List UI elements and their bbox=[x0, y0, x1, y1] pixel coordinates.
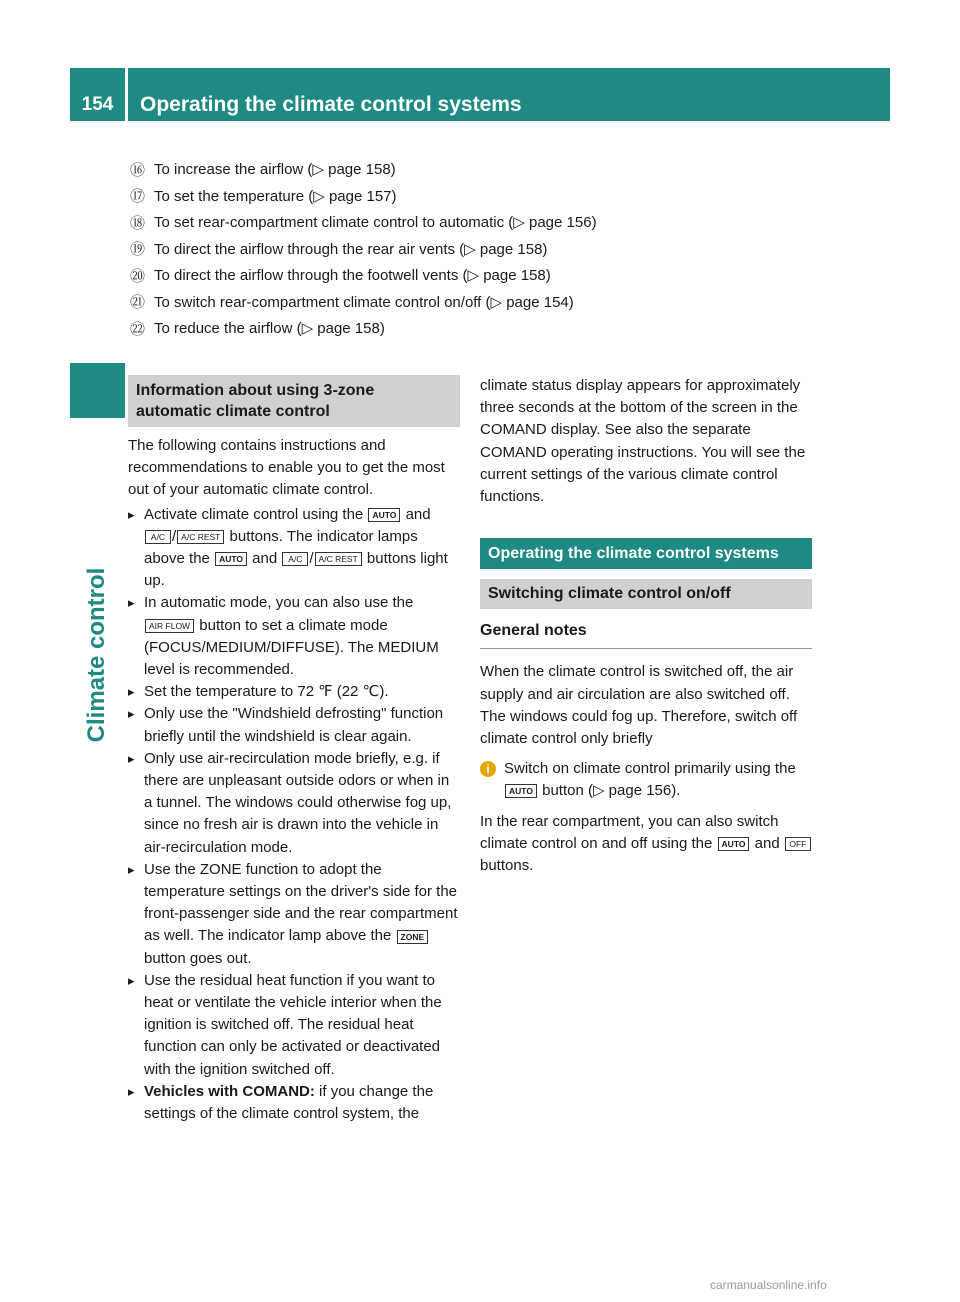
legend-number: ⑱ bbox=[130, 214, 146, 232]
legend-item bbox=[130, 236, 830, 263]
list-item: ▸ Use the residual heat function if you want to heat or ventilate the vehicle interior when the ignition is switched off. The residual heat function can only be activated or deactivated with the ignition switched off. bbox=[128, 970, 460, 1081]
legend-text: To set rear-compartment climate control to automatic (▷ page 156) bbox=[154, 214, 597, 232]
text: and bbox=[252, 550, 278, 568]
watermark: carmanualsonline.info bbox=[710, 1278, 827, 1292]
text: buttons. The indicator lamps above the bbox=[144, 527, 418, 568]
legend-item bbox=[130, 156, 830, 183]
rear-compartment-paragraph bbox=[480, 811, 812, 878]
text: In automatic mode, you can also use the bbox=[144, 594, 414, 612]
text: button to set a climate mode (FOCUS/MEDIUM/DIFFUSE). The MEDIUM level is recommended. bbox=[144, 616, 439, 679]
legend-number: ⑯ bbox=[130, 161, 146, 179]
zone-button-icon: ZONE bbox=[397, 930, 429, 944]
subsection-heading-switching: Switching climate control on/off bbox=[480, 579, 812, 609]
text: button (▷ page 156). bbox=[542, 782, 681, 800]
ac-button-icon: A/C bbox=[145, 530, 171, 544]
text: / bbox=[172, 527, 177, 545]
text: buttons. bbox=[480, 857, 534, 875]
info-text bbox=[504, 758, 812, 802]
off-button-icon: OFF bbox=[785, 837, 811, 851]
right-column bbox=[480, 375, 812, 877]
legend-list bbox=[130, 156, 830, 342]
legend-number: ⑲ bbox=[130, 241, 146, 259]
legend-item bbox=[130, 183, 830, 210]
legend-number: ⑳ bbox=[130, 267, 146, 285]
text: In the rear compartment, you can also switch climate control on and off using the bbox=[480, 812, 779, 852]
list-item bbox=[128, 504, 460, 593]
ac-button-icon: A/C bbox=[282, 552, 308, 566]
text: / bbox=[309, 550, 314, 568]
list-item bbox=[128, 859, 460, 970]
text: button goes out. bbox=[144, 949, 252, 967]
list-item bbox=[128, 1081, 460, 1125]
airflow-button-icon: AIR FLOW bbox=[145, 619, 194, 633]
legend-item bbox=[130, 262, 830, 289]
intro-paragraph: The following contains instructions and recommendations to enable you to get the most out of your automatic climate control. bbox=[128, 437, 445, 499]
list-item: ▸ Only use the "Windshield defrosting" function briefly until the windshield is clear again. bbox=[128, 703, 460, 747]
legend-item bbox=[130, 209, 830, 236]
text: if you change the settings of the climate control system, the bbox=[144, 1082, 434, 1123]
legend-text: To reduce the airflow (▷ page 158) bbox=[154, 320, 385, 338]
legend-item bbox=[130, 289, 830, 316]
text: and bbox=[405, 505, 431, 523]
auto-button-icon: AUTO bbox=[368, 508, 400, 522]
legend-text: To direct the airflow through the footwell vents (▷ page 158) bbox=[154, 267, 551, 285]
legend-item bbox=[130, 315, 830, 342]
left-column bbox=[128, 375, 460, 1125]
legend-text: To direct the airflow through the rear air vents (▷ page 158) bbox=[154, 240, 548, 258]
general-notes-heading: General notes bbox=[480, 609, 812, 649]
section-heading-3zone: Information about using 3-zone automatic climate control bbox=[128, 375, 460, 427]
page-header-title: Operating the climate control systems bbox=[140, 93, 522, 116]
sidebar-block bbox=[70, 363, 125, 418]
legend-number: ⑰ bbox=[130, 188, 146, 206]
legend-number: ㉑ bbox=[130, 294, 146, 312]
text: buttons light up. bbox=[144, 550, 448, 590]
header-divider bbox=[125, 68, 128, 121]
general-notes-paragraph: When the climate control is switched off, the air supply and air circulation are also switched off. The windows could fog up. Therefore, switch off climate control only briefly bbox=[480, 663, 798, 748]
continuation-paragraph: climate status display appears for approximately three seconds at the bottom of the screen in the COMAND display. See also the separate COMAND operating instructions. You will see the current settings of the various climate control functions. bbox=[480, 377, 806, 506]
auto-button-icon: AUTO bbox=[505, 784, 537, 798]
bold-label: Vehicles with COMAND: bbox=[144, 1082, 315, 1100]
list-item bbox=[128, 592, 460, 681]
text: Switch on climate control primarily using the bbox=[504, 760, 796, 778]
text: Activate climate control using the bbox=[144, 505, 364, 523]
auto-button-icon: AUTO bbox=[718, 837, 750, 851]
list-item: ▸ Only use air-recirculation mode briefly, e.g. if there are unpleasant outside odors or when in a tunnel. The windows could otherwise fog up, since no fresh air is drawn into the vehicle in air-recirculation mode. bbox=[128, 748, 460, 859]
legend-number: ㉒ bbox=[130, 320, 146, 338]
list-item: ▸ Set the temperature to 72 ℉ (22 ℃). bbox=[128, 681, 460, 703]
text: Use the ZONE function to adopt the temperature settings on the driver's side for the front-passenger side and the rear compartment as well. The indicator lamp above the bbox=[144, 860, 458, 945]
legend-text: To set the temperature (▷ page 157) bbox=[154, 187, 397, 205]
tips-list bbox=[128, 504, 460, 1126]
ac-rest-button-icon: A/C REST bbox=[177, 530, 224, 544]
section-heading-operating: Operating the climate control systems bbox=[480, 538, 812, 569]
legend-text: To increase the airflow (▷ page 158) bbox=[154, 161, 396, 179]
info-note bbox=[480, 758, 812, 802]
sidebar-label: Climate control bbox=[83, 567, 110, 743]
info-icon: i bbox=[480, 761, 496, 777]
page-number: 154 bbox=[81, 94, 114, 115]
ac-rest-button-icon: A/C REST bbox=[315, 552, 362, 566]
auto-button-icon: AUTO bbox=[215, 552, 247, 566]
text: and bbox=[754, 834, 780, 852]
legend-text: To switch rear-compartment climate control on/off (▷ page 154) bbox=[154, 293, 574, 311]
